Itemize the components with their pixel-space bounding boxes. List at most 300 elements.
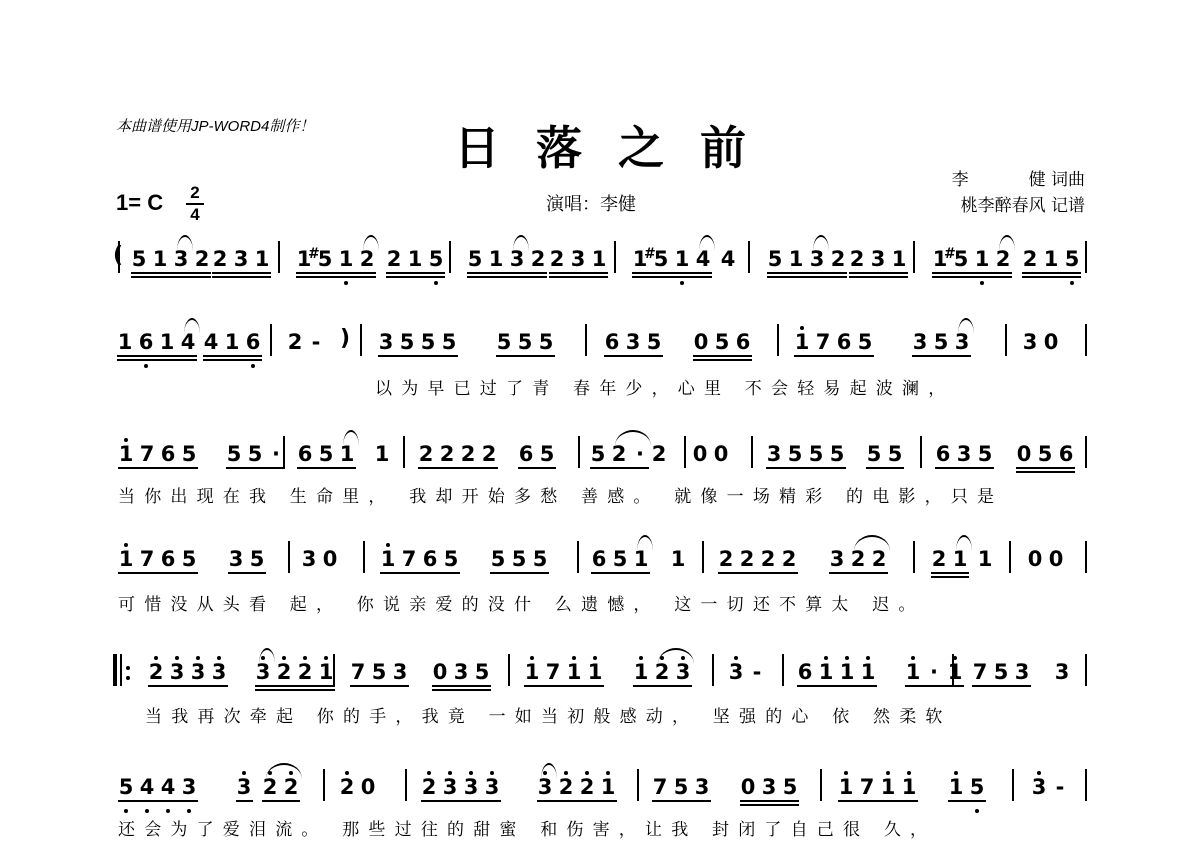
note: 0 — [322, 547, 338, 571]
note: 1 — [380, 547, 396, 571]
underline — [1016, 471, 1075, 473]
octave-dot-low — [1070, 281, 1074, 285]
tie-arc — [637, 535, 653, 551]
note: 2 — [850, 547, 866, 571]
tie-arc — [615, 430, 651, 446]
note: 3 — [956, 442, 972, 466]
underline — [117, 359, 197, 361]
note: 5 — [474, 660, 490, 684]
octave-dot-high — [154, 656, 158, 660]
note: 7 — [652, 775, 668, 799]
key-signature: 1= C — [116, 190, 164, 215]
note: 7 — [401, 547, 417, 571]
note: 1 — [838, 775, 854, 799]
note: 1 — [159, 330, 175, 354]
octave-dot-high — [593, 656, 597, 660]
note: - — [752, 660, 762, 684]
bar-line — [585, 324, 587, 356]
octave-dot-high — [911, 656, 915, 660]
octave-dot-high — [907, 771, 911, 775]
underline — [866, 467, 904, 469]
underline — [131, 276, 211, 278]
note: 2 — [781, 547, 797, 571]
note: 6 — [935, 442, 951, 466]
note: 5 — [714, 330, 730, 354]
note: 5 — [399, 330, 415, 354]
note: 1 — [254, 247, 270, 271]
note: 5 — [249, 547, 265, 571]
underline — [212, 276, 271, 278]
note: 6 — [591, 547, 607, 571]
note: 3 — [181, 775, 197, 799]
note: 2 — [651, 442, 667, 466]
underline — [905, 685, 964, 687]
repeat-dot — [126, 666, 130, 670]
bar-line — [323, 769, 325, 801]
note: 1 — [905, 660, 921, 684]
tie-arc — [541, 763, 557, 779]
note: 3 — [954, 330, 970, 354]
underline — [693, 355, 752, 357]
bar-line — [278, 241, 280, 273]
note: 1 — [670, 547, 686, 571]
note: 5 — [441, 330, 457, 354]
note: 3 — [301, 547, 317, 571]
note: 0 — [1043, 330, 1059, 354]
note: 6 — [836, 330, 852, 354]
octave-dot-high — [196, 656, 200, 660]
underline — [131, 272, 211, 274]
underline — [1022, 276, 1081, 278]
note: 5 — [933, 330, 949, 354]
underline — [524, 685, 604, 687]
note: 3 — [509, 247, 525, 271]
underline — [590, 467, 649, 469]
note: 5 — [226, 442, 242, 466]
note: 1 — [632, 247, 648, 271]
bar-line — [578, 436, 580, 468]
octave-dot-high — [1037, 771, 1041, 775]
note: 1 — [891, 247, 907, 271]
underline — [118, 800, 198, 802]
note: 2 — [849, 247, 865, 271]
note: 5 — [887, 442, 903, 466]
note: 7 — [350, 660, 366, 684]
bar-line — [777, 324, 779, 356]
bar-line — [508, 654, 510, 686]
note: 2 — [276, 660, 292, 684]
bar-line — [1005, 324, 1007, 356]
song-title: 日落之前 — [454, 121, 782, 175]
note: 4 — [203, 330, 219, 354]
note: 1 — [118, 442, 134, 466]
note: 0 — [1027, 547, 1043, 571]
note: 5 — [857, 330, 873, 354]
underline — [432, 685, 491, 687]
underline — [490, 572, 549, 574]
note: 2 — [611, 442, 627, 466]
note: 5 — [969, 775, 985, 799]
note: 1 — [948, 775, 964, 799]
octave-dot-high — [866, 656, 870, 660]
note: 1 — [974, 247, 990, 271]
note: 5 — [808, 442, 824, 466]
note: 1 — [1043, 247, 1059, 271]
tie-arc — [363, 235, 379, 251]
underline — [693, 359, 752, 361]
note: 6 — [160, 547, 176, 571]
note: · — [272, 442, 280, 466]
lyricist-name-b: 健 — [1028, 170, 1046, 190]
octave-dot-high — [345, 771, 349, 775]
bar-line — [1085, 436, 1087, 468]
note: 1 — [794, 330, 810, 354]
note: 3 — [378, 330, 394, 354]
tie-arc — [958, 318, 974, 334]
octave-dot-high — [585, 771, 589, 775]
note: 5 — [829, 442, 845, 466]
note: 5 — [467, 247, 483, 271]
octave-dot-high — [824, 656, 828, 660]
note: 3 — [211, 660, 227, 684]
note: 1 — [839, 660, 855, 684]
octave-dot-high — [324, 656, 328, 660]
note: 1 — [600, 775, 616, 799]
note: 5 — [443, 547, 459, 571]
note: 3 — [484, 775, 500, 799]
note: 2 — [359, 247, 375, 271]
note: 0 — [740, 775, 756, 799]
note: 5 — [131, 247, 147, 271]
bar-line — [1085, 769, 1087, 801]
note: 0 — [1016, 442, 1032, 466]
note: 2 — [283, 775, 299, 799]
bar-line — [712, 654, 714, 686]
lyricist-name-a: 李 — [951, 170, 969, 190]
underline — [931, 572, 969, 574]
note: 7 — [139, 547, 155, 571]
underline — [849, 276, 908, 278]
note: 5 — [318, 442, 334, 466]
underline — [467, 272, 547, 274]
note: 5 — [539, 442, 555, 466]
octave-dot-low — [145, 809, 149, 813]
note: 6 — [1058, 442, 1074, 466]
underline — [829, 572, 888, 574]
note: 3 — [870, 247, 886, 271]
note: - — [1055, 775, 1065, 799]
octave-dot-high — [845, 656, 849, 660]
octave-dot-high — [469, 771, 473, 775]
tie-arc — [999, 235, 1015, 251]
note: 1 — [952, 547, 968, 571]
note: 6 — [245, 330, 261, 354]
octave-dot-high — [530, 656, 534, 660]
note: 1 — [591, 247, 607, 271]
underline — [418, 467, 498, 469]
underline — [203, 359, 262, 361]
note: 3 — [809, 247, 825, 271]
note: 7 — [859, 775, 875, 799]
bar-line — [363, 541, 365, 573]
bar-line — [1085, 654, 1087, 686]
tie-arc — [813, 235, 829, 251]
note: · — [636, 442, 644, 466]
octave-dot-high — [217, 656, 221, 660]
note: 3 — [236, 775, 252, 799]
note: 6 — [160, 442, 176, 466]
tie-arc — [699, 235, 715, 251]
underline — [948, 800, 986, 802]
lyric-line: 当我再次牵起 你的手，我竟 一如当初般感动， 坚强的心 依 然柔软 — [145, 707, 952, 727]
note: 7 — [815, 330, 831, 354]
underline — [518, 467, 556, 469]
note: 2 — [439, 442, 455, 466]
tie-arc — [184, 318, 200, 334]
underline — [1016, 467, 1075, 469]
note: 5 — [490, 547, 506, 571]
note: 2 — [931, 547, 947, 571]
note: 2 — [549, 247, 565, 271]
note: 1 — [788, 247, 804, 271]
note: 1 — [932, 247, 948, 271]
note: 7 — [545, 660, 561, 684]
octave-dot-high — [124, 543, 128, 547]
note: 3 — [1022, 330, 1038, 354]
note: 5 — [181, 547, 197, 571]
note: 3 — [829, 547, 845, 571]
note: 3 — [728, 660, 744, 684]
bar-line — [1085, 541, 1087, 573]
note: 3 — [463, 775, 479, 799]
underline — [932, 272, 1012, 274]
tie-arc — [177, 235, 193, 251]
note: 1 — [901, 775, 917, 799]
note: - — [311, 330, 321, 354]
note: 5 — [782, 775, 798, 799]
note: 6 — [797, 660, 813, 684]
note: 5 — [673, 775, 689, 799]
note: 5 — [317, 247, 333, 271]
bar-line — [1085, 241, 1087, 273]
bar-line — [577, 541, 579, 573]
underline — [549, 276, 608, 278]
bar-line — [449, 241, 451, 273]
note: 5 — [767, 247, 783, 271]
lyric-line: 以为早已过了青 春年少，心里 不会轻易起波澜， — [375, 379, 955, 399]
underline — [604, 355, 663, 357]
note: 3 — [1031, 775, 1047, 799]
octave-dot-high — [386, 543, 390, 547]
note: 3 — [675, 660, 691, 684]
repeat-bar-thick — [113, 654, 117, 686]
underline — [386, 272, 445, 274]
lyric-line: 还会为了爱泪流。 那些过往的甜蜜 和伤害，让我 封闭了自己很 久， — [118, 820, 937, 840]
octave-dot-low — [680, 281, 684, 285]
note: 0 — [713, 442, 729, 466]
octave-dot-high — [564, 771, 568, 775]
octave-dot-high — [282, 656, 286, 660]
lyricist-credit — [952, 165, 1085, 190]
note: 4 — [139, 775, 155, 799]
note: 1 — [152, 247, 168, 271]
underline — [740, 804, 799, 806]
bar-line — [403, 436, 405, 468]
note: 2 — [287, 330, 303, 354]
underline — [421, 800, 501, 802]
parenthesis: ( — [113, 243, 124, 268]
note: 4 — [160, 775, 176, 799]
octave-dot-low — [344, 281, 348, 285]
octave-dot-high — [953, 656, 957, 660]
underline — [297, 467, 356, 469]
underline — [380, 572, 460, 574]
note: 1 — [880, 775, 896, 799]
note: 1 — [488, 247, 504, 271]
tie-arc — [513, 235, 529, 251]
note: 0 — [432, 660, 448, 684]
note: 3 — [625, 330, 641, 354]
underline — [378, 355, 458, 357]
repeat-bar-thin — [120, 654, 122, 686]
underline — [226, 467, 285, 469]
note: 1 — [566, 660, 582, 684]
bar-line — [405, 769, 407, 801]
octave-dot-high — [606, 771, 610, 775]
tie-arc — [658, 648, 694, 664]
lyric-line: 可惜没从头看 起， 你说亲爱的没什 么遗憾， 这一切还不算太 迟。 — [118, 595, 925, 615]
note: 4 — [180, 330, 196, 354]
lyric-line: 当你出现在我 生命里， 我却开始多愁 善感。 就像一场精彩 的电影，只是 — [118, 487, 1004, 507]
note: 2 — [148, 660, 164, 684]
note: 3 — [1014, 660, 1030, 684]
note: 6 — [138, 330, 154, 354]
note: 2 — [654, 660, 670, 684]
note: 6 — [604, 330, 620, 354]
note: 0 — [693, 330, 709, 354]
bar-line — [702, 541, 704, 573]
octave-dot-high — [242, 771, 246, 775]
note: 7 — [972, 660, 988, 684]
note: 0 — [360, 775, 376, 799]
bar-line — [1009, 541, 1011, 573]
octave-dot-high — [490, 771, 494, 775]
octave-dot-high — [572, 656, 576, 660]
bar-line — [913, 241, 915, 273]
note: 2 — [386, 247, 402, 271]
note: 5 — [247, 442, 263, 466]
note: 2 — [718, 547, 734, 571]
underline — [228, 572, 266, 574]
note: 2 — [760, 547, 776, 571]
note: 1 — [977, 547, 993, 571]
bar-line — [913, 541, 915, 573]
bar-line — [751, 436, 753, 468]
note: 2 — [212, 247, 228, 271]
note: 1 — [318, 660, 334, 684]
bar-line — [684, 436, 686, 468]
bar-line — [748, 241, 750, 273]
note: 1 — [339, 442, 355, 466]
note: 1 — [296, 247, 312, 271]
note: 5 — [532, 547, 548, 571]
bar-line — [820, 769, 822, 801]
octave-dot-low — [434, 281, 438, 285]
note: 3 — [912, 330, 928, 354]
meter-bottom: 4 — [190, 205, 200, 224]
bar-line — [920, 436, 922, 468]
note: 2 — [579, 775, 595, 799]
tie-arc — [266, 763, 302, 779]
note: 3 — [766, 442, 782, 466]
note: 3 — [570, 247, 586, 271]
underline — [849, 272, 908, 274]
note: 1 — [633, 547, 649, 571]
note: 2 — [418, 442, 434, 466]
octave-dot-low — [144, 364, 148, 368]
note: 1 — [633, 660, 649, 684]
note: 1 — [587, 660, 603, 684]
note: 6 — [735, 330, 751, 354]
underline — [633, 685, 692, 687]
note: 2 — [995, 247, 1011, 271]
underline — [972, 685, 1031, 687]
octave-dot-high — [124, 438, 128, 442]
note: 5 — [993, 660, 1009, 684]
singer-credit: 演唱：李健 — [546, 194, 636, 215]
octave-dot-high — [886, 771, 890, 775]
underline — [932, 276, 1012, 278]
tie-arc — [259, 648, 275, 664]
underline — [118, 467, 198, 469]
time-signature — [186, 184, 204, 224]
note: 5 — [977, 442, 993, 466]
note: 5 — [866, 442, 882, 466]
note: 3 — [537, 775, 553, 799]
note: 2 — [297, 660, 313, 684]
tie-arc — [956, 535, 972, 551]
underline — [255, 689, 335, 691]
note: 1 — [374, 442, 390, 466]
octave-dot-high — [303, 656, 307, 660]
underline — [549, 272, 608, 274]
note: 3 — [442, 775, 458, 799]
underline — [537, 800, 617, 802]
underline — [632, 272, 712, 274]
bar-line — [360, 324, 362, 356]
underline — [350, 685, 409, 687]
underline — [432, 689, 491, 691]
octave-dot-low — [980, 281, 984, 285]
octave-dot-high — [954, 771, 958, 775]
underline — [797, 685, 877, 687]
note: 3 — [761, 775, 777, 799]
underline — [838, 800, 918, 802]
note: 2 — [460, 442, 476, 466]
underline — [386, 276, 445, 278]
note: 5 — [953, 247, 969, 271]
note: 5 — [420, 330, 436, 354]
note: 5 — [653, 247, 669, 271]
transcriber-credit: 桃李醉春风 记谱 — [960, 196, 1085, 216]
note: 1 — [407, 247, 423, 271]
underline — [467, 276, 547, 278]
note: 3 — [233, 247, 249, 271]
note: 5 — [1037, 442, 1053, 466]
note: 2 — [421, 775, 437, 799]
underline — [255, 685, 335, 687]
note: 1 — [117, 330, 133, 354]
